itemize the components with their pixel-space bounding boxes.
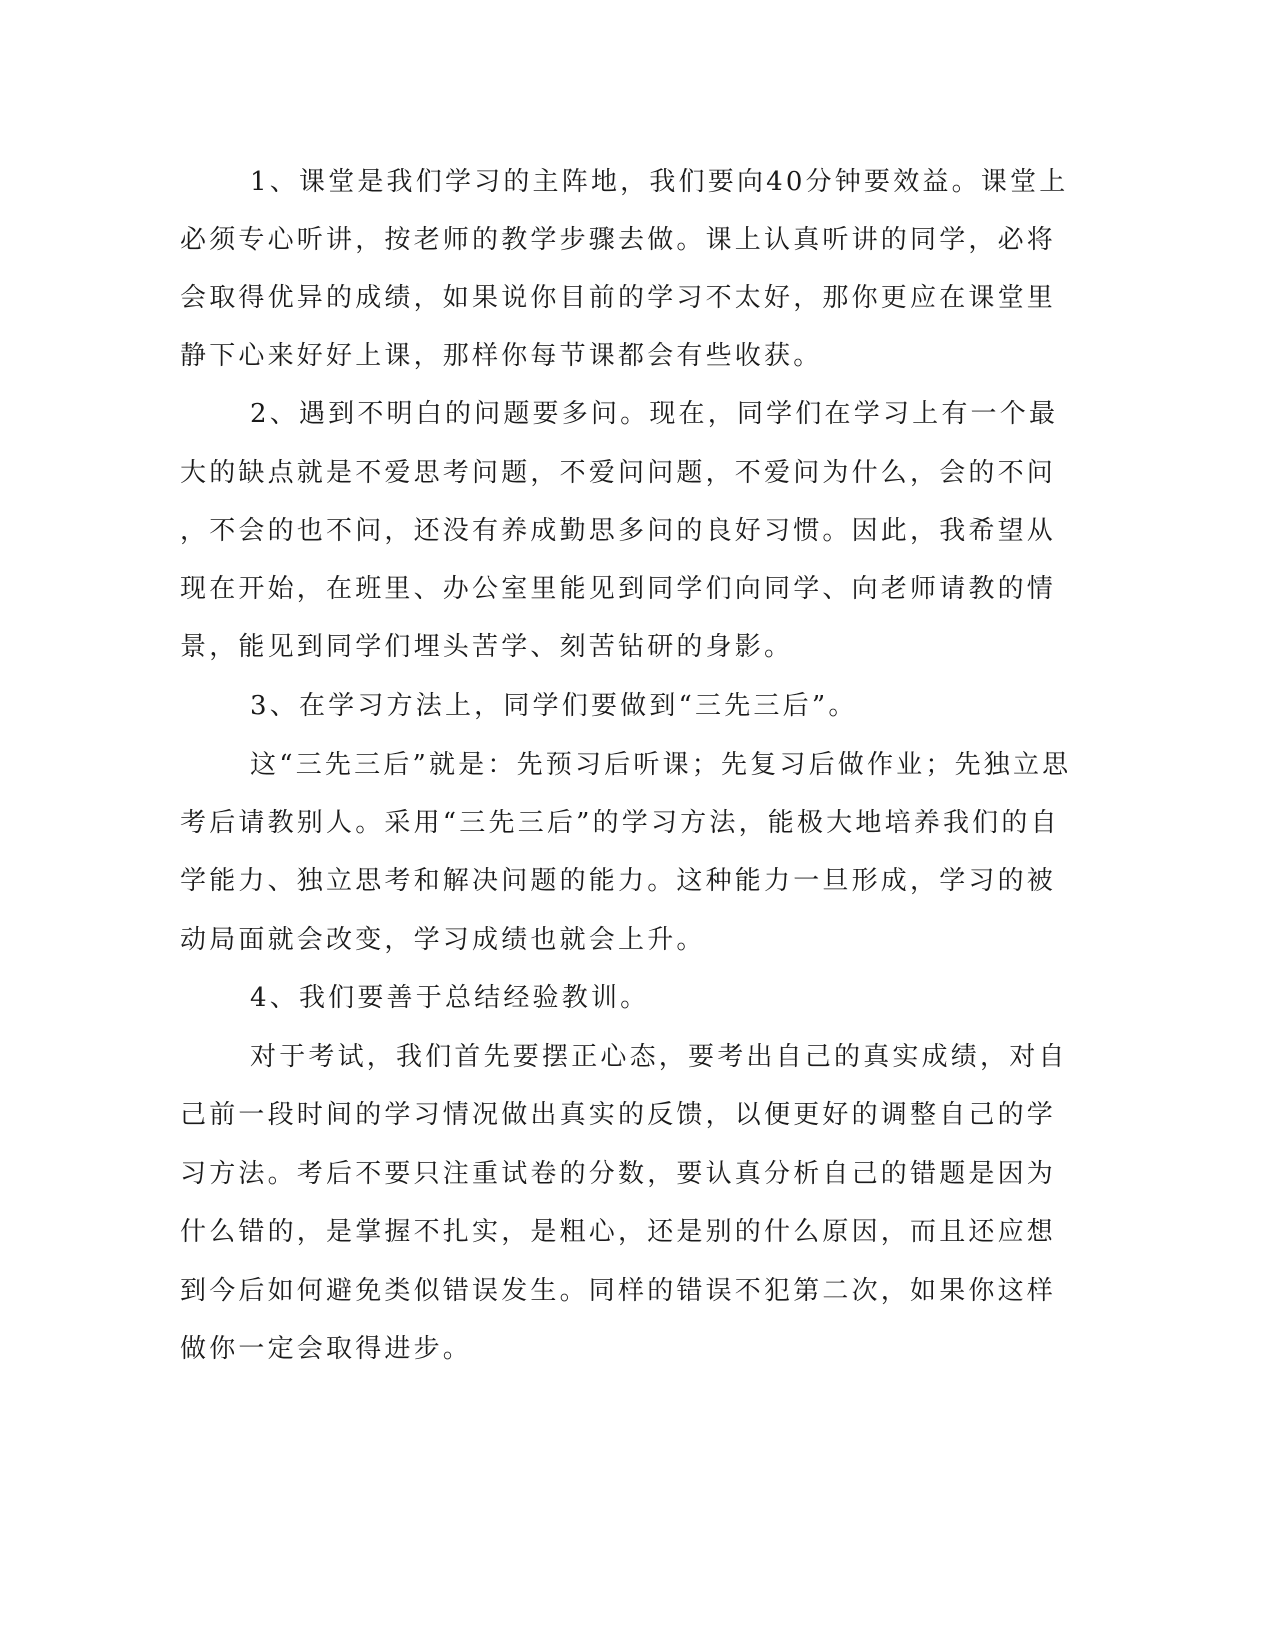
text-line: 己前一段时间的学习情况做出真实的反馈，以便更好的调整自己的学 [180, 1100, 1057, 1130]
text-line: 会取得优异的成绩，如果说你目前的学习不太好，那你更应在课堂里 [180, 283, 1057, 313]
text-line: 1、课堂是我们学习的主阵地，我们要向40分钟要效益。课堂上 [250, 167, 1069, 197]
text-line: 3、在学习方法上，同学们要做到“三先三后”。 [250, 691, 858, 721]
text-line: 2、遇到不明白的问题要多问。现在，同学们在学习上有一个最 [250, 399, 1059, 429]
text-line: 对于考试，我们首先要摆正心态，要考出自己的真实成绩，对自 [250, 1042, 1068, 1072]
text-line: 4、我们要善于总结经验教训。 [250, 983, 650, 1013]
text-line: 现在开始，在班里、办公室里能见到同学们向同学、向老师请教的情 [180, 574, 1057, 604]
text-line: 习方法。考后不要只注重试卷的分数，要认真分析自己的错题是因为 [180, 1159, 1057, 1189]
text-line: ，不会的也不问，还没有养成勤思多问的良好习惯。因此，我希望从 [180, 516, 1057, 546]
text-line: 动局面就会改变，学习成绩也就会上升。 [180, 925, 706, 955]
text-line: 学能力、独立思考和解决问题的能力。这种能力一旦形成，学习的被 [180, 866, 1057, 896]
text-line: 考后请教别人。采用“三先三后”的学习方法，能极大地培养我们的自 [180, 808, 1060, 838]
text-line: 做你一定会取得进步。 [180, 1334, 473, 1364]
text-line: 必须专心听讲，按老师的教学步骤去做。课上认真听讲的同学，必将 [180, 225, 1057, 255]
text-line: 到今后如何避免类似错误发生。同样的错误不犯第二次，如果你这样 [180, 1276, 1057, 1306]
text-line: 景，能见到同学们埋头苦学、刻苦钻研的身影。 [180, 632, 794, 662]
text-line: 大的缺点就是不爱思考问题，不爱问问题，不爱问为什么，会的不问 [180, 458, 1057, 488]
text-line: 什么错的，是掌握不扎实，是粗心，还是别的什么原因，而且还应想 [180, 1217, 1057, 1247]
text-line: 这“三先三后”就是：先预习后听课；先复习后做作业；先独立思 [250, 750, 1072, 780]
text-line: 静下心来好好上课，那样你每节课都会有些收获。 [180, 341, 823, 371]
